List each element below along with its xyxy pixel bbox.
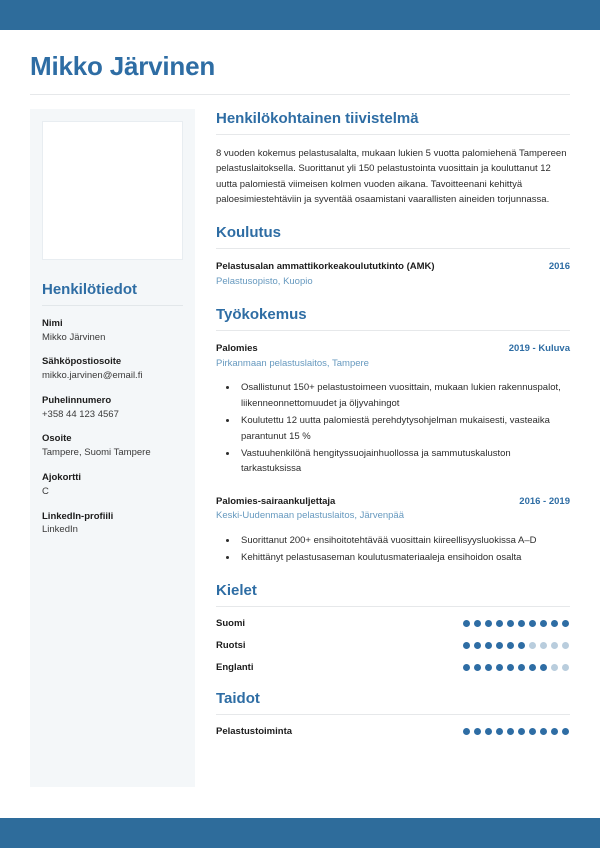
entry-title: Palomies bbox=[216, 343, 258, 355]
cv-entry bbox=[216, 260, 570, 289]
cv-columns bbox=[30, 109, 570, 787]
rating-dot-filled bbox=[540, 728, 547, 735]
entry-organisation: Keski-Uudenmaan pelastuslaitos, Järvenpää bbox=[216, 510, 404, 522]
section-divider bbox=[216, 248, 570, 249]
rating-dots bbox=[463, 642, 570, 649]
personal-detail-item bbox=[42, 317, 183, 345]
rating-dot-filled bbox=[507, 620, 514, 627]
rating-label: Englanti bbox=[216, 662, 254, 674]
section-heading-education: Koulutus bbox=[216, 224, 281, 242]
rating-dot-empty bbox=[562, 642, 569, 649]
rating-row bbox=[216, 662, 570, 673]
rating-dot-empty bbox=[540, 642, 547, 649]
personal-detail-label: Sähköpostiosoite bbox=[42, 356, 122, 368]
education-entry-list bbox=[216, 260, 570, 289]
entry-bullet: • Vastuuhenkilönä hengityssuojainhuollossa ja sammutuskaluston tarkastuksissa bbox=[238, 446, 570, 477]
sidebar-heading-divider bbox=[42, 305, 183, 306]
entry-bullet: • Koulutettu 12 uutta palomiestä perehdytysohjelman mukaisesti, vasteaika parantunut 15 % bbox=[238, 413, 570, 444]
personal-detail-value: Tampere, Suomi Tampere bbox=[42, 447, 151, 459]
entry-spacer bbox=[216, 481, 570, 495]
rating-dot-filled bbox=[562, 728, 569, 735]
rating-row bbox=[216, 618, 570, 629]
entry-organisation: Pirkanmaan pelastuslaitos, Tampere bbox=[216, 358, 369, 370]
rating-dot-empty bbox=[551, 642, 558, 649]
main-column bbox=[195, 109, 570, 755]
experience-entry-list bbox=[216, 342, 570, 565]
bottom-accent-bar bbox=[0, 818, 600, 848]
rating-dot-filled bbox=[529, 728, 536, 735]
personal-detail-value: Mikko Järvinen bbox=[42, 331, 106, 343]
rating-dot-filled bbox=[485, 620, 492, 627]
personal-detail-value: LinkedIn bbox=[42, 524, 78, 536]
personal-detail-label: Nimi bbox=[42, 317, 63, 329]
section-heading-experience: Työkokemus bbox=[216, 306, 307, 324]
rating-dot-empty bbox=[529, 642, 536, 649]
personal-detail-item bbox=[42, 355, 183, 383]
profile-photo-placeholder bbox=[42, 121, 183, 260]
summary-text: 8 vuoden kokemus pelastusalalta, mukaan lukien 5 vuotta palomiehenä Tampereen pelastuslaitoksella. Suorittanut yli 150 pelastustointa vuosittain ja kouluttanut 12 uutta palomiestä viimeisen kolmen vuoden aikana. Tavoitteenani kehittyä paloesimiestehtäviin ja syventää osaamistani vaarallisten aineiden torjunnassa. bbox=[216, 147, 567, 206]
top-accent-bar bbox=[0, 0, 600, 30]
entry-bullet: • Kehittänyt pelastusaseman koulutusmateriaaleja ensihoidon osalta bbox=[238, 550, 570, 565]
section-heading-summary: Henkilökohtainen tiivistelmä bbox=[216, 109, 419, 127]
rating-dot-filled bbox=[463, 664, 470, 671]
page-title: Mikko Järvinen bbox=[30, 51, 216, 81]
personal-detail-label: LinkedIn-profiili bbox=[42, 510, 114, 522]
cv-entry bbox=[216, 495, 570, 566]
personal-detail-value: mikko.jarvinen@email.fi bbox=[42, 370, 143, 382]
rating-dot-filled bbox=[507, 664, 514, 671]
rating-dot-empty bbox=[551, 664, 558, 671]
rating-dot-filled bbox=[496, 664, 503, 671]
entry-bullet-list bbox=[216, 533, 570, 566]
rating-dot-filled bbox=[518, 728, 525, 735]
rating-dot-filled bbox=[496, 620, 503, 627]
entry-header bbox=[216, 342, 570, 356]
rating-dot-filled bbox=[562, 620, 569, 627]
personal-detail-label: Ajokortti bbox=[42, 472, 82, 484]
rating-dot-filled bbox=[485, 728, 492, 735]
personal-detail-item bbox=[42, 432, 183, 460]
personal-details-list bbox=[42, 317, 183, 537]
section-divider bbox=[216, 134, 570, 135]
rating-dot-filled bbox=[518, 642, 525, 649]
rating-label: Pelastustoiminta bbox=[216, 726, 293, 738]
rating-dot-filled bbox=[496, 728, 503, 735]
entry-bullet-list bbox=[216, 380, 570, 476]
rating-dot-filled bbox=[463, 620, 470, 627]
section-heading-skills: Taidot bbox=[216, 690, 260, 708]
rating-dot-filled bbox=[463, 642, 470, 649]
personal-detail-label: Puhelinnumero bbox=[42, 394, 112, 406]
entry-bullet: • Osallistunut 150+ pelastustoimeen vuosittain, mukaan lukien rakennuspalot, liikenneonnettomuudet ja öljyvahingot bbox=[238, 380, 570, 411]
rating-dot-filled bbox=[463, 728, 470, 735]
entry-date: 2016 bbox=[548, 261, 570, 273]
rating-dot-filled bbox=[518, 620, 525, 627]
entry-date: 2019 - Kuluva bbox=[508, 343, 570, 355]
rating-dot-filled bbox=[474, 620, 481, 627]
name-divider bbox=[30, 94, 570, 95]
sidebar bbox=[30, 109, 195, 787]
rating-dot-filled bbox=[496, 642, 503, 649]
rating-dot-filled bbox=[529, 620, 536, 627]
rating-dot-filled bbox=[474, 642, 481, 649]
section-skills bbox=[216, 690, 570, 737]
rating-dots bbox=[463, 620, 570, 627]
personal-detail-item bbox=[42, 510, 183, 538]
section-experience bbox=[216, 306, 570, 565]
cv-entry bbox=[216, 342, 570, 476]
rating-dot-filled bbox=[551, 620, 558, 627]
entry-organisation: Pelastusopisto, Kuopio bbox=[216, 276, 313, 288]
rating-dot-filled bbox=[485, 642, 492, 649]
entry-title: Pelastusalan ammattikorkeakoulututkinto (AMK) bbox=[216, 261, 435, 273]
rating-dots bbox=[463, 728, 570, 735]
rating-dot-filled bbox=[540, 620, 547, 627]
rating-dots bbox=[463, 664, 570, 671]
name-header bbox=[30, 30, 570, 95]
personal-detail-item bbox=[42, 471, 183, 499]
entry-bullet: • Suorittanut 200+ ensihoitotehtävää vuosittain kiireellisyysluokissa A–D bbox=[238, 533, 570, 548]
personal-detail-label: Osoite bbox=[42, 433, 72, 445]
rating-label: Ruotsi bbox=[216, 640, 246, 652]
personal-detail-value: +358 44 123 4567 bbox=[42, 408, 119, 420]
rating-dot-filled bbox=[518, 664, 525, 671]
entry-header bbox=[216, 495, 570, 509]
rating-label: Suomi bbox=[216, 618, 246, 630]
rating-row bbox=[216, 640, 570, 651]
section-divider bbox=[216, 606, 570, 607]
personal-detail-item bbox=[42, 394, 183, 422]
entry-date: 2016 - 2019 bbox=[519, 495, 570, 507]
section-heading-languages: Kielet bbox=[216, 582, 257, 600]
section-summary bbox=[216, 110, 570, 208]
section-divider bbox=[216, 714, 570, 715]
rating-dot-filled bbox=[529, 664, 536, 671]
rating-row bbox=[216, 726, 570, 737]
rating-dot-empty bbox=[562, 664, 569, 671]
section-education bbox=[216, 224, 570, 289]
section-divider bbox=[216, 330, 570, 331]
rating-dot-filled bbox=[474, 664, 481, 671]
language-rating-list bbox=[216, 618, 570, 673]
cv-content bbox=[0, 30, 600, 818]
rating-dot-filled bbox=[551, 728, 558, 735]
skill-rating-list bbox=[216, 726, 570, 737]
section-languages bbox=[216, 582, 570, 673]
sidebar-heading-personal-details: Henkilötiedot bbox=[42, 280, 138, 298]
rating-dot-filled bbox=[474, 728, 481, 735]
rating-dot-filled bbox=[540, 664, 547, 671]
entry-title: Palomies-sairaankuljettaja bbox=[216, 495, 336, 507]
personal-detail-value: C bbox=[42, 485, 49, 497]
rating-dot-filled bbox=[507, 728, 514, 735]
rating-dot-filled bbox=[507, 642, 514, 649]
rating-dot-filled bbox=[485, 664, 492, 671]
entry-header bbox=[216, 260, 570, 274]
